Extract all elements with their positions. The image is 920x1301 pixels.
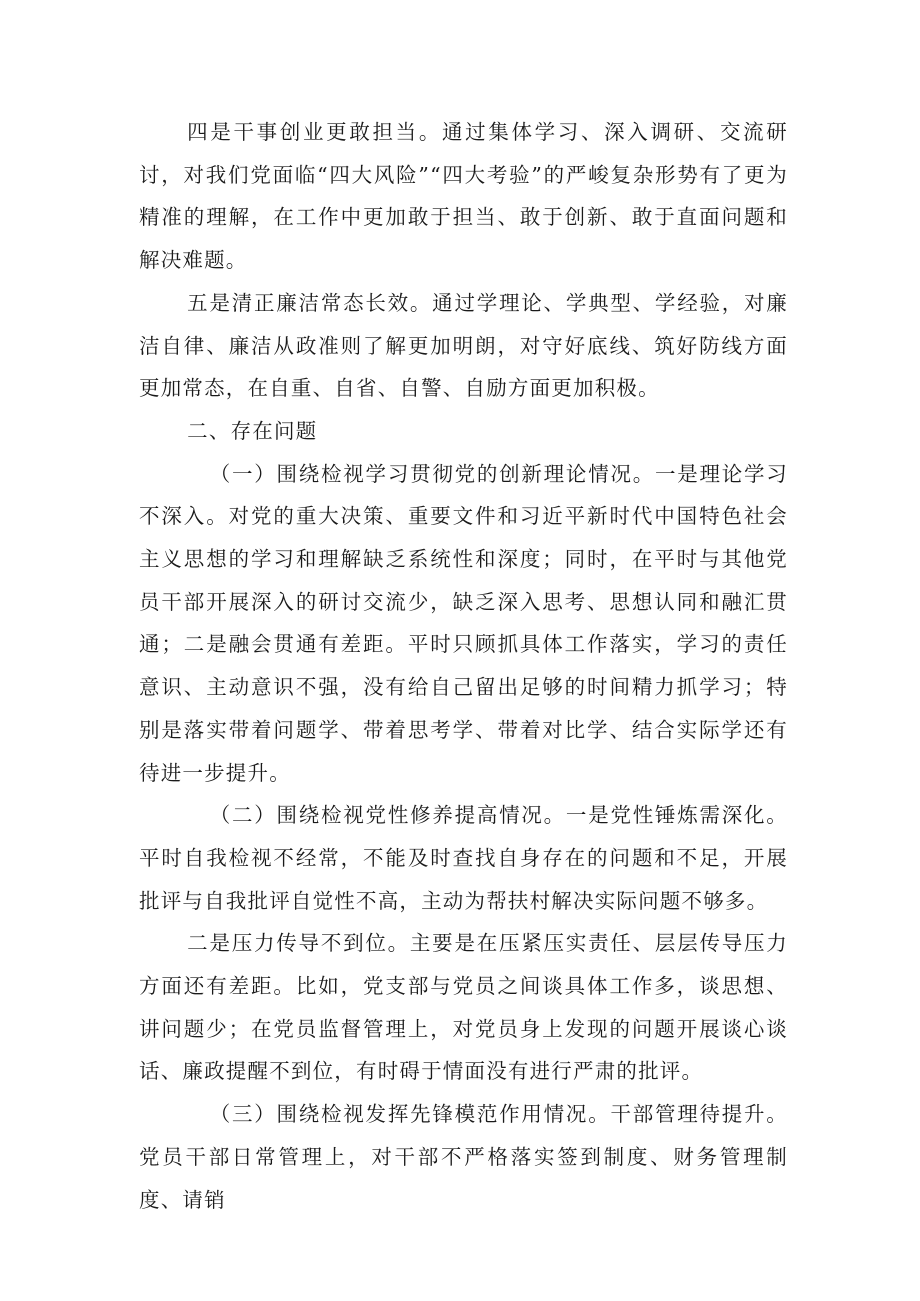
paragraph-courage: 四是干事创业更敢担当。通过集体学习、深入调研、交流研讨，对我们党面临“四大风险”“四大考验”的严峻复杂形势有了更为精准的理解，在工作中更加敢于担当、敢于创新、敢于直面问题和解决难题。 (139, 120, 788, 273)
paragraph-theory-study: （一）围绕检视学习贯彻党的创新理论情况。一是理论学习不深入。对党的重大决策、重要文件和习近平新时代中国特色社会主义思想的学习和理解缺乏系统性和深度；同时，在平时与其他党员干部开展深入的研讨交流少，缺乏深入思考、思想认同和融汇贯通；二是融会贯通有差距。平时只顾抓具体工作落实，学习的责任意识、主动意识不强，没有给自己留出足够的时间精力抓学习；特别是落实带着问题学、带着思考学、带着对比学、结合实际学还有待进一步提升。 (139, 461, 788, 785)
paragraph-pressure: 二是压力传导不到位。主要是在压紧压实责任、层层传导压力方面还有差距。比如，党支部与党员之间谈具体工作多，谈思想、讲问题少；在党员监督管理上，对党员身上发现的问题开展谈心谈话、廉政提醒不到位，有时碍于情面没有进行严肃的批评。 (139, 931, 788, 1084)
paragraph-party-spirit: （二）围绕检视党性修养提高情况。一是党性锤炼需深化。平时自我检视不经常，不能及时查找自身存在的问题和不足，开展批评与自我批评自觉性不高，主动为帮扶村解决实际问题不够多。 (139, 803, 788, 913)
paragraph-vanguard: （三）围绕检视发挥先锋模范作用情况。干部管理待提升。党员干部日常管理上，对干部不严格落实签到制度、财务管理制度、请销 (139, 1102, 788, 1212)
paragraph-integrity: 五是清正廉洁常态长效。通过学理论、学典型、学经验，对廉洁自律、廉洁从政准则了解更加明朗，对守好底线、筑好防线方面更加常态，在自重、自省、自警、自励方面更加积极。 (139, 290, 788, 401)
section-heading-problems: 二、存在问题 (187, 418, 318, 443)
